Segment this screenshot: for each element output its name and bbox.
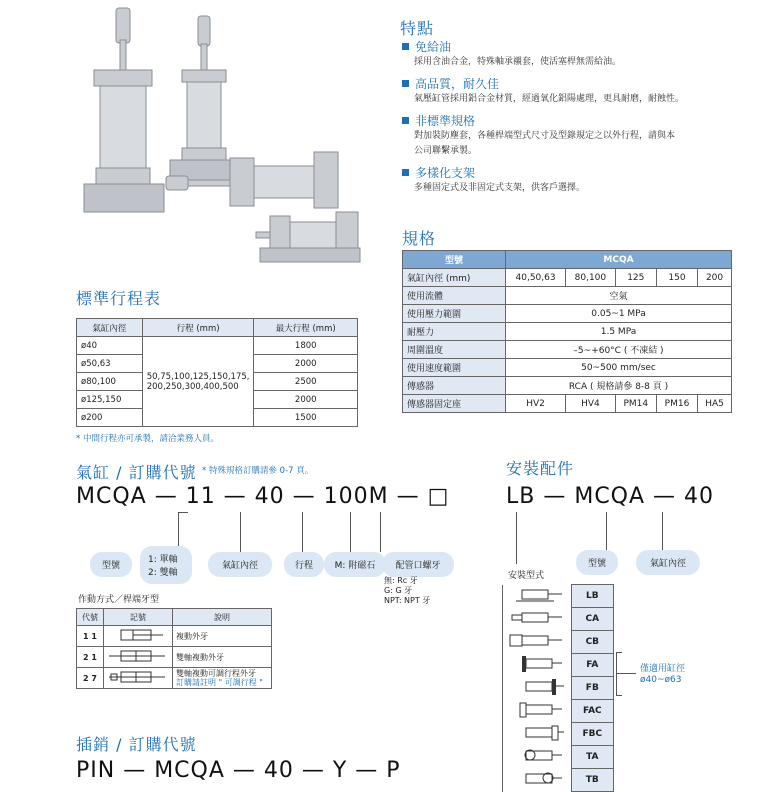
spec-bore-label: 氣缸內徑 (mm)	[403, 269, 506, 287]
stroke-max: 2000	[254, 391, 358, 409]
port-option: NPT: NPT 牙	[384, 596, 431, 605]
spec-header-series: MCQA	[506, 251, 732, 269]
spec-sensor-fix: HA5	[698, 395, 732, 413]
order-label-action1: 1: 單軸	[148, 555, 178, 565]
mount-icon	[503, 769, 572, 792]
stroke-max: 1800	[254, 337, 358, 355]
order-title: 氣缸 / 訂購代號	[76, 463, 197, 482]
mount-label-bore: 氣缸內徑	[636, 550, 700, 575]
mount-row	[503, 723, 614, 746]
trunnion-rear-icon	[504, 771, 568, 787]
spec-row-label: 周圍溫度	[403, 341, 506, 359]
order-label-model: 型號	[90, 552, 132, 577]
stroke-bore: ø50,63	[77, 355, 143, 373]
spec-sensor-fix: PM14	[615, 395, 656, 413]
spec-bore: 125	[615, 269, 656, 287]
action-code	[77, 668, 104, 689]
spec-header-model: 型號	[403, 251, 506, 269]
spec-row-label: 使用流體	[403, 287, 506, 305]
spec-sensor-fix: HV2	[506, 395, 566, 413]
order-label-port: 配管口螺牙	[382, 552, 454, 577]
action-code-b: 1	[91, 652, 97, 662]
action-desc-line: 雙軸複動可調行程外牙	[176, 669, 256, 678]
action-symbol	[104, 668, 173, 689]
action-header: 代號	[77, 609, 104, 626]
front-flange-c-icon	[504, 702, 568, 718]
spec-row-value: 1.5 MPa	[506, 323, 732, 341]
product-photo	[70, 0, 370, 275]
mount-code-cell: FAC	[571, 700, 613, 723]
order-label-action	[140, 546, 192, 584]
pin-title: 插銷 / 訂購代號	[76, 735, 197, 754]
order-label-bore: 氣缸內徑	[208, 552, 272, 577]
mount-icon	[503, 700, 572, 723]
mount-row	[503, 608, 614, 631]
mount-row	[503, 769, 614, 792]
spec-row-label: 耐壓力	[403, 323, 506, 341]
foot-mount-icon	[504, 587, 568, 603]
cylinder-horizontal-small	[256, 212, 360, 262]
action-header: 記號	[104, 609, 173, 626]
mount-icon	[503, 677, 572, 700]
cylinder-vertical-large	[84, 8, 164, 212]
spec-row-value: 空氣	[506, 287, 732, 305]
order-label-action2: 2: 雙軸	[148, 568, 178, 578]
action-code-a: 2	[83, 652, 89, 662]
feature-text: 對加裝防塵套，各種桿端型式尺寸及型錄規定之以外行程，請與本	[414, 131, 676, 141]
action-desc-note: 訂購請註明 " 可調行程 "	[176, 678, 263, 687]
mount-code-cell: TA	[571, 746, 613, 769]
feature-heading: 免給油	[402, 38, 772, 55]
port-options	[384, 576, 430, 606]
spec-row-label: 使用壓力範圍	[403, 305, 506, 323]
mount-row	[503, 631, 614, 654]
order-code: MCQA — 11 — 40 — 100M — □	[76, 484, 450, 509]
spec-bore: 150	[656, 269, 697, 287]
action-desc: 雙軸複動外牙	[173, 647, 272, 668]
cylinder-adjustable-icon	[107, 670, 167, 684]
feature-text-cont: 公司聯繫承製。	[414, 146, 478, 156]
action-symbol	[104, 626, 173, 647]
action-desc: 複動外牙	[173, 626, 272, 647]
trunnion-front-icon	[504, 748, 568, 764]
action-code-b: 1	[91, 631, 97, 641]
mount-icon	[503, 746, 572, 769]
stroke-table	[76, 318, 358, 427]
feature-item	[402, 112, 772, 159]
action-code	[77, 647, 104, 668]
mount-code-cell: CB	[571, 631, 613, 654]
mount-row	[503, 585, 614, 608]
mount-row	[503, 677, 614, 700]
mount-table	[502, 584, 614, 792]
features-list	[402, 38, 772, 196]
rear-flange-c-icon	[504, 725, 568, 741]
clevis-single-icon	[504, 610, 568, 626]
cylinder-symbol-icon	[107, 628, 167, 642]
action-code-a: 1	[83, 631, 89, 641]
mount-label-model: 型號	[576, 550, 618, 575]
mount-fit-note	[640, 664, 685, 686]
stroke-max: 2000	[254, 355, 358, 373]
action-code-a: 2	[83, 673, 89, 683]
stroke-values	[142, 337, 254, 427]
pin-code: PIN — MCQA — 40 — Y — P	[76, 758, 401, 783]
feature-text: 多種固定式及非固定式支架，供客戶選擇。	[414, 183, 586, 193]
feature-heading: 多樣化支架	[402, 164, 772, 181]
mount-icon	[503, 654, 572, 677]
spec-row-label: 使用速度範圍	[403, 359, 506, 377]
order-note: * 特殊規格訂購請參 0-7 頁。	[202, 466, 314, 476]
mount-icon	[503, 723, 572, 746]
mount-code-cell: FBC	[571, 723, 613, 746]
spec-bore: 200	[698, 269, 732, 287]
mount-row	[503, 700, 614, 723]
port-option: 無: Rc 牙	[384, 576, 418, 585]
stroke-header: 最大行程 (mm)	[254, 319, 358, 337]
stroke-values-line: 200,250,300,400,500	[146, 381, 239, 392]
cylinder-vertical-small	[170, 16, 240, 180]
clevis-double-icon	[504, 633, 568, 649]
stroke-header: 行程 (mm)	[142, 319, 254, 337]
feature-item	[402, 75, 772, 107]
mount-fit-note-line: ø40~ø63	[640, 675, 682, 685]
action-header: 說明	[173, 609, 272, 626]
spec-table	[402, 250, 732, 413]
mount-type-label: 安裝型式	[508, 571, 545, 581]
action-title: 作動方式／桿端牙型	[78, 595, 160, 605]
stroke-values-line: 50,75,100,125,150,175,	[146, 371, 250, 382]
spec-row-value: 0.05~1 MPa	[506, 305, 732, 323]
spec-row-label: 傳感器	[403, 377, 506, 395]
feature-item	[402, 164, 772, 196]
stroke-bore: ø40	[77, 337, 143, 355]
mount-code-cell: LB	[571, 585, 613, 608]
stroke-bore: ø125,150	[77, 391, 143, 409]
mount-code-cell: CA	[571, 608, 613, 631]
port-option: G: G 牙	[384, 586, 413, 595]
feature-text: 採用含油合金，特殊軸承襯套，使活塞桿無需給油。	[414, 57, 622, 67]
spec-row-value: RCA ( 規格請參 8-8 頁 )	[506, 377, 732, 395]
action-code-b: 7	[91, 673, 97, 683]
spec-sensor-fix-label: 傳感器固定座	[403, 395, 506, 413]
mount-icon	[503, 631, 572, 654]
spec-sensor-fix: HV4	[566, 395, 616, 413]
rear-flange-icon	[504, 679, 568, 695]
mount-row	[503, 746, 614, 769]
spec-row-value: 50~500 mm/sec	[506, 359, 732, 377]
mount-code-cell: TB	[571, 769, 613, 792]
stroke-bore: ø200	[77, 409, 143, 427]
spec-sensor-fix: PM16	[656, 395, 697, 413]
stroke-header: 氣缸內徑	[77, 319, 143, 337]
order-label-stroke: 行程	[284, 552, 324, 577]
mount-icon	[503, 585, 572, 608]
feature-item	[402, 38, 772, 70]
stroke-note: * 中間行程亦可承製，請洽業務人員。	[76, 434, 219, 444]
front-flange-icon	[504, 656, 568, 672]
mount-fit-note-line: 僅適用缸徑	[640, 664, 686, 674]
mount-code-cell: FA	[571, 654, 613, 677]
stroke-max: 1500	[254, 409, 358, 427]
action-code	[77, 626, 104, 647]
stroke-title: 標準行程表	[76, 289, 162, 308]
mount-code-cell: FB	[571, 677, 613, 700]
action-symbol	[104, 647, 173, 668]
spec-title: 規格	[402, 229, 437, 248]
mount-title: 安裝配件	[506, 459, 575, 478]
stroke-bore: ø80,100	[77, 373, 143, 391]
spec-row-value: –5~+60°C ( 不凍結 )	[506, 341, 732, 359]
action-table	[76, 608, 272, 689]
spec-bore: 40,50,63	[506, 269, 566, 287]
feature-heading: 非標準規格	[402, 112, 772, 129]
mount-row	[503, 654, 614, 677]
stroke-max: 2500	[254, 373, 358, 391]
feature-heading: 高品質，耐久佳	[402, 75, 772, 92]
cylinder-double-rod-icon	[107, 649, 167, 663]
features-title: 特點	[400, 19, 435, 38]
feature-text: 氣壓缸管採用鋁合金材質，經過氧化鋁陽處理，更具耐磨，耐蝕性。	[414, 94, 685, 104]
action-desc	[173, 668, 272, 689]
spec-bore: 80,100	[566, 269, 616, 287]
mount-code: LB — MCQA — 40	[506, 484, 715, 509]
mount-icon	[503, 608, 572, 631]
order-label-magnet: M: 附磁石	[324, 552, 386, 577]
